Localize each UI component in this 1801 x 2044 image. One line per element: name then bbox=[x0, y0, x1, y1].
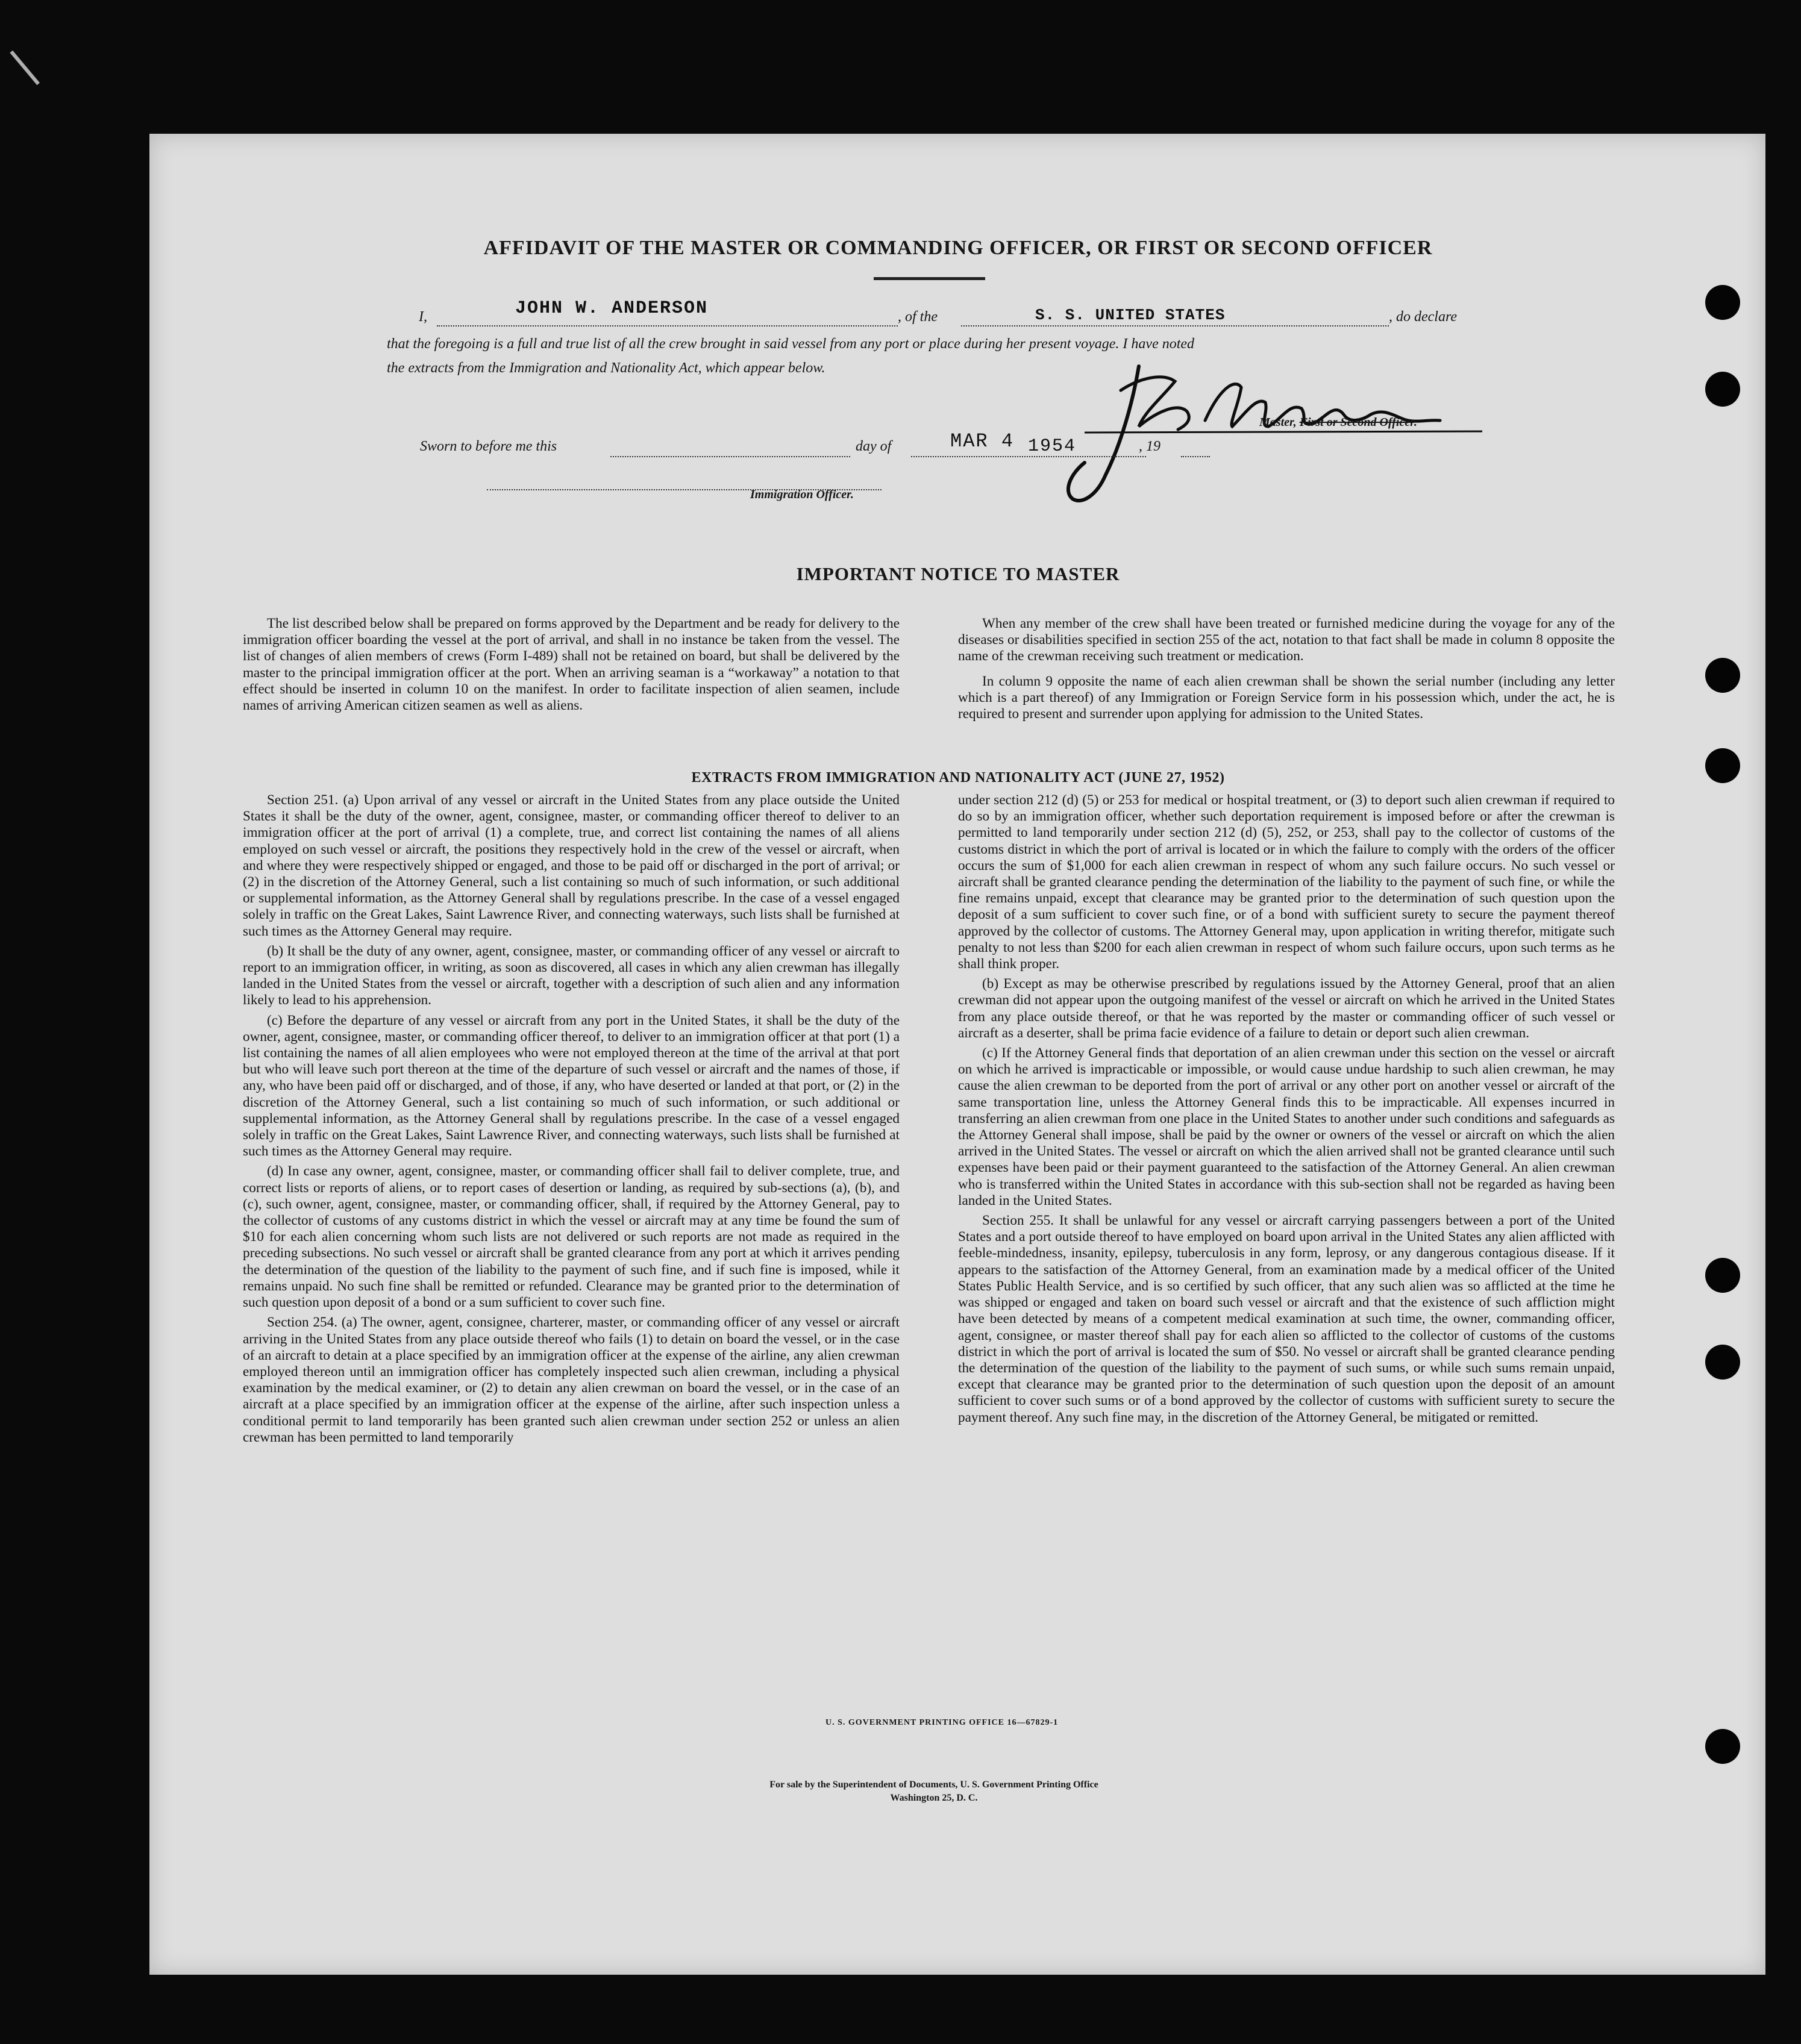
vessel-name-value: S. S. UNITED STATES bbox=[1035, 306, 1226, 324]
notice-left-column bbox=[243, 616, 900, 714]
i-label: I, bbox=[419, 309, 427, 325]
statute-paragraph: (c) Before the departure of any vessel or aircraft from any port in the United States, it shall be the duty of the owner, agent, consignee, master, or commanding officer thereof, to deliver to an immigration officer at that port (1) a list containing the names of all alien employees who were not employed thereon at the time of the arrival at that port but who will leave such port thereon at the time of the departure of such vessel or aircraft and the names of those, if any, who have been paid off or discharged, and of those, if any, who have deserted or landed at that port, or (2) in the discretion of the Attorney General, such a list containing so much of such information, or such additional or supplemental information, as the Attorney General shall by regulations prescribe. In the case of a vessel engaged solely in traffic on the Great Lakes, Saint Lawrence River, and connecting waterways, such lists shall be furnished at such times as the Attorney General may require. bbox=[243, 1012, 900, 1160]
sworn-year-value: 1954 bbox=[1028, 436, 1077, 457]
affidavit-title: AFFIDAVIT OF THE MASTER OR COMMANDING OFFICER, OR FIRST OR SECOND OFFICER bbox=[483, 237, 1433, 259]
master-caption bbox=[1259, 416, 1417, 430]
extracts-left-column bbox=[243, 792, 900, 1446]
statute-paragraph: (b) It shall be the duty of any owner, agent, consignee, master, or commanding officer of any vessel or aircraft to report to an immigration officer, in writing, as soon as discovered, all cases in which any alien crewman has illegally landed in the United States from the vessel or aircraft, together with a description of such alien and any information likely to lead to his apprehension. bbox=[243, 943, 900, 1008]
of-the-label: , of the bbox=[898, 309, 938, 325]
sworn-label: Sworn to before me this bbox=[420, 439, 557, 454]
year-blank bbox=[1181, 449, 1210, 457]
statute-paragraph: Section 251. (a) Upon arrival of any vessel or aircraft in the United States from any place outside the United States it shall be the duty of the owner, agent, consignee, master, or commanding officer thereof to deliver to an immigration officer at the port of arrival (1) a complete, true, and correct list containing the names of all aliens employed on such vessel or aircraft, the positions they respectively hold in the crew of the vessel or aircraft, when and where they were respectively shipped or engaged, and those to be paid off or discharged in the port of arrival; or (2) in the discretion of the Attorney General, such a list containing so much of such information, or such additional or supplemental information, as the Attorney General shall by regulations prescribe. In the case of a vessel engaged solely in traffic on the Great Lakes, Saint Lawrence River, and connecting waterways, such lists shall be furnished at such times as the Attorney General may require. bbox=[243, 792, 900, 939]
statute-paragraph: under section 212 (d) (5) or 253 for medical or hospital treatment, or (3) to deport such alien crewman if required to do so by an immigration officer, whether such deportation requirement is imposed before or after the crewman is permitted to land temporarily under section 212 (d) (5), 252, or 253, shall pay to the collector of customs of the customs district in which the port of arrival is located or in which the failure to comply with the orders of the officer occurs the sum of $1,000 for each alien crewman in respect of whom any such failure occurs. No such vessel or aircraft shall be granted clearance pending the determination of the liability to the payment of such fine, or while the fine remains unpaid, except that clearance may be granted prior to the determination of such question upon the deposit of a sum sufficient to cover such fine, or of a bond with sufficient surety to secure the payment thereof approved by the collector of customs. The Attorney General may, upon application in writing therefor, mitigate such penalty to not less than $200 for each alien crewman in respect of whom such failure occurs, upon such terms as he shall think proper. bbox=[958, 792, 1615, 972]
notice-title: IMPORTANT NOTICE TO MASTER bbox=[796, 563, 1120, 584]
punch-hole bbox=[1705, 658, 1740, 693]
do-declare-label: , do declare bbox=[1389, 309, 1458, 325]
sworn-day-blank bbox=[610, 449, 850, 457]
punch-hole bbox=[1705, 1345, 1740, 1380]
punch-hole bbox=[1705, 1729, 1740, 1764]
statute-paragraph: Section 254. (a) The owner, agent, consignee, charterer, master, or commanding officer of any vessel or aircraft arriving in the United States from any place outside thereof who fails (1) to detain on board the vessel, or in the case of an aircraft to detain at a place specified by an immigration officer at the expense of the airline, any alien crewman employed thereon until an immigration officer has completely inspected such alien crewman, including a physical examination by the medical examiner, or (2) to detain any alien crewman on board the vessel, or in the case of an aircraft at a place specified by an immigration officer at the expense of the airline, after such inspection unless a conditional permit to land temporarily has been granted such alien crewman under section 252 or unless an alien crewman has been permitted to land temporarily bbox=[243, 1314, 900, 1445]
statute-paragraph: Section 255. It shall be unlawful for any vessel or aircraft carrying passengers between a port of the United States and a port outside thereof to have employed on board upon arrival in the United States any alien afflicted with feeble-mindedness, insanity, epilepsy, tuberculosis in any form, leprosy, or any dangerous contagious disease. If it appears to the satisfaction of the Attorney General, from an examination made by a medical officer of the United States Public Health Service, and is so certified by such officer, that any such alien was so afflicted at the time he was shipped or engaged and taken on board such vessel or aircraft and that the existence of such affliction might have been detected by means of a competent medical examination at such time, the owner, commanding officer, agent, consignee, or master thereof shall pay for each alien so afflicted to the collector of customs of the customs district in which the port of arrival is located the sum of $50. No vessel or aircraft shall be granted clearance pending the determination of the question of the liability to the payment of such sums, or while such sums remain unpaid, except that clearance may be granted prior to the determination of such question upon the deposit of an amount sufficient to cover such sums or of a bond approved by the collector of customs with sufficient surety to secure the payment thereof. Any such fine may, in the discretion of the Attorney General, be mitigated or remitted. bbox=[958, 1213, 1615, 1425]
immigration-officer-caption: Immigration Officer. bbox=[750, 488, 854, 501]
master-signature bbox=[1048, 354, 1482, 511]
day-of-label: day of bbox=[856, 439, 892, 454]
year-prefix-label: , 19 bbox=[1139, 439, 1160, 454]
declaration-line-1: that the foregoing is a full and true list of all the crew brought in said vessel from any port or place during her present voyage. I have noted bbox=[387, 336, 1195, 352]
sale-footer bbox=[627, 1778, 1241, 1805]
extracts-title: EXTRACTS FROM IMMIGRATION AND NATIONALITY ACT (JUNE 27, 1952) bbox=[691, 770, 1225, 786]
notice-paragraph: In column 9 opposite the name of each alien crewman shall be shown the serial number (including any letter which is a part thereof) of any Immigration or Foreign Service form in his possession which, under the act, he is required to present and surrender upon applying for admission to the United States. bbox=[958, 673, 1615, 722]
master-name-value: JOHN W. ANDERSON bbox=[515, 298, 709, 319]
punch-hole bbox=[1705, 748, 1740, 783]
sworn-date-value: MAR 4 bbox=[950, 430, 1015, 452]
extracts-right-column bbox=[958, 792, 1615, 1426]
notice-right-column bbox=[958, 616, 1615, 722]
statute-paragraph: (c) If the Attorney General finds that deportation of an alien crewman under this section on the vessel or aircraft on which he arrived is impracticable or impossible, or would cause undue hardship to such alien crewman, he may cause the alien crewman to be deported from the port of arrival or any other port on another vessel or aircraft of the same transportation line, unless the Attorney General finds this to be impracticable. All expenses incurred in transferring an alien crewman from one place in the United States to another under such conditions and safeguards as the Attorney General shall impose, shall be paid by the owner or owners of the vessel or aircraft on which the alien arrived in the United States. The vessel or aircraft on which the alien arrived shall not be granted clearance until such expenses have been paid or their payment guaranteed to the satisfaction of the Attorney General. An alien crewman who is transferred within the United States in accordance with this sub-section shall not be regarded as having been landed in the United States. bbox=[958, 1045, 1615, 1208]
name-blank bbox=[437, 318, 898, 327]
printing-office-note: U. S. GOVERNMENT PRINTING OFFICE 16—67829-1 bbox=[825, 1718, 1059, 1727]
punch-hole bbox=[1705, 372, 1740, 407]
title-rule bbox=[874, 277, 985, 280]
notice-paragraph: When any member of the crew shall have been treated or furnished medicine during the voyage for any of the diseases or disabilities specified in section 255 of the act, notation to that fact shall be made in column 8 opposite the name of the crewman receiving such treatment or medication. bbox=[958, 616, 1615, 664]
declaration-line-2: the extracts from the Immigration and Nationality Act, which appear below. bbox=[387, 360, 825, 376]
scan-edge-artifact bbox=[10, 23, 72, 85]
footer-line-1: For sale by the Superintendent of Documents, U. S. Government Printing Office bbox=[769, 1780, 1098, 1790]
footer-line-2: Washington 25, D. C. bbox=[890, 1793, 978, 1803]
master-caption-label: Master, bbox=[1259, 416, 1300, 429]
statute-paragraph: (b) Except as may be otherwise prescribed by regulations issued by the Attorney General, proof that an alien crewman did not appear upon the outgoing manifest of the vessel or aircraft on which he arrived in the United States from any place outside thereof, or that he was reported by the master or commanding officer of such vessel or aircraft as a deserter, shall be prima facie evidence of a failure to detain or deport such alien crewman. bbox=[958, 976, 1615, 1041]
punch-hole bbox=[1705, 1258, 1740, 1293]
struck-officer-label: First or Second Officer bbox=[1299, 416, 1414, 429]
statute-paragraph: (d) In case any owner, agent, consignee, master, or commanding officer shall fail to deliver complete, true, and correct lists or reports of aliens, or to report cases of desertion or landing, as required by sub-sections (a), (b), and (c), such owner, agent, consignee, master, or commanding officer, shall, if required by the Attorney General, pay to the collector of customs of any customs district in which the vessel or aircraft may at any time be found the sum of $10 for each alien concerning whom such lists are not delivered or such reports are not made as required in the preceding subsections. No such vessel or aircraft shall be granted clearance from any port at which it arrives pending the determination of the question of the liability to the payment of such fine, and if such fine is imposed, while it remains unpaid. No such fine shall be remitted or refunded. Clearance may be granted prior to the determination of such question upon deposit of a bond or a sum sufficient to cover such fine. bbox=[243, 1163, 900, 1311]
punch-hole bbox=[1705, 285, 1740, 320]
master-caption-period: . bbox=[1414, 416, 1417, 429]
notice-paragraph: The list described below shall be prepared on forms approved by the Department and be ready for delivery to the immigration officer boarding the vessel at the port of arrival, and shall in no instance be taken from the vessel. The list of changes of alien members of crews (Form I-489) shall not be retained on board, but shall be delivered by the master to the principal immigration officer at the port. When an arriving seaman is a “workaway” a notation to that effect should be inserted in column 10 on the manifest. In order to facilitate inspection of alien seamen, include names of arriving American citizen seamen as well as aliens. bbox=[243, 616, 900, 714]
